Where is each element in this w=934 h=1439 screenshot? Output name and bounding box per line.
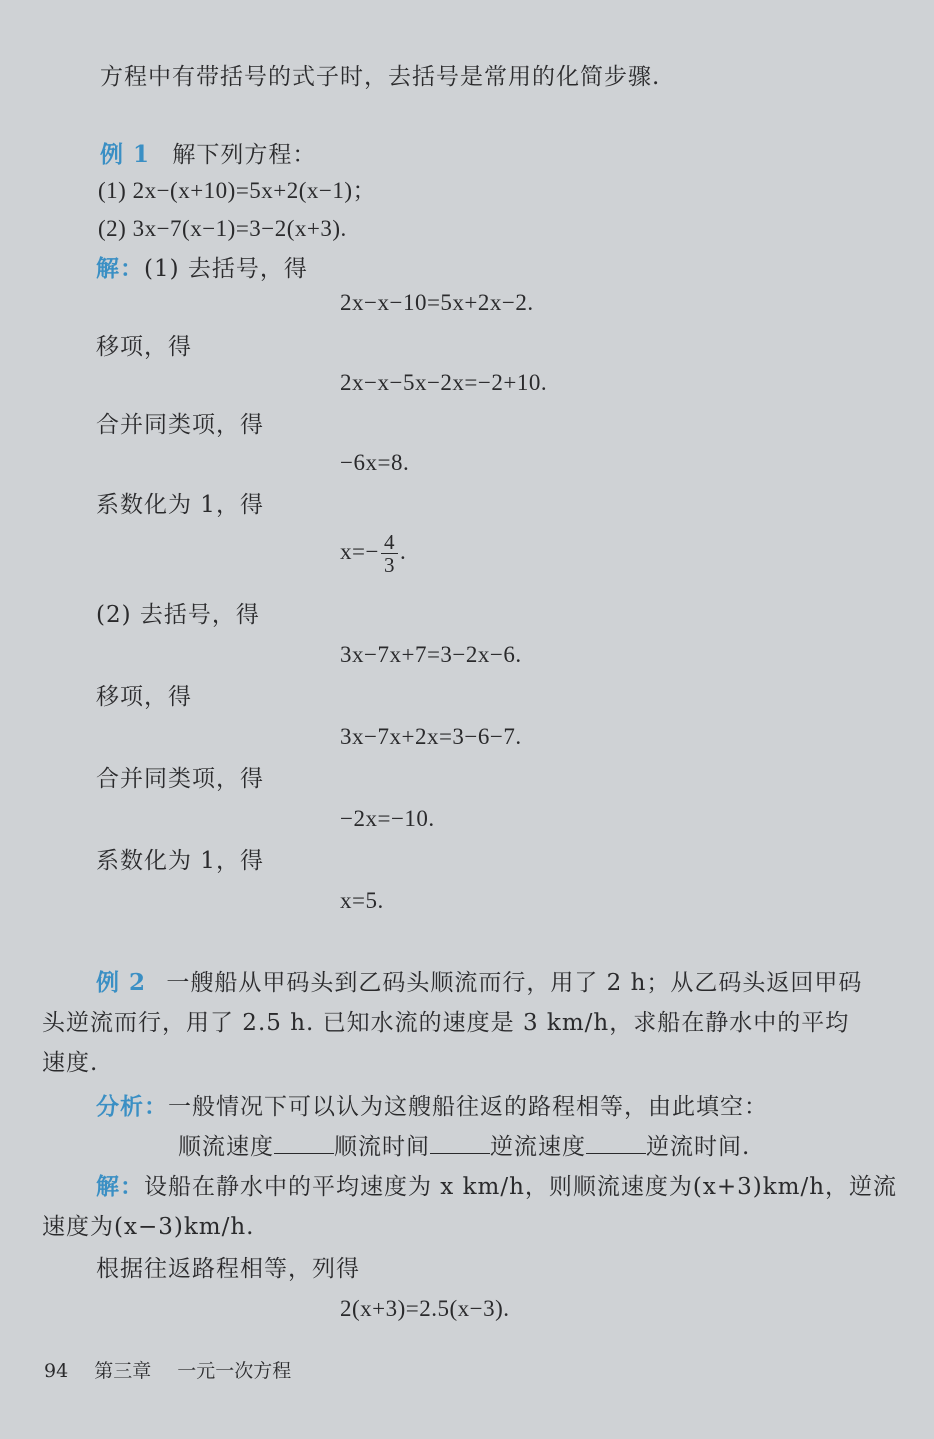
part1-equation-2: 2x−x−5x−2x=−2+10. <box>340 370 548 395</box>
part1-step-3: 合并同类项，得 <box>96 412 264 438</box>
fill-term-a: 顺流速度 <box>178 1134 274 1160</box>
example1-question-2: (2) 3x−7(x−1)=3−2(x+3). <box>98 216 347 241</box>
example2-text-1: 一艘船从甲码头到乙码头顺流而行，用了 2 h；从乙码头返回甲码 <box>166 970 863 996</box>
part2-equation-3: −2x=−10. <box>340 806 435 831</box>
example1-question-1: (1) 2x−(x+10)=5x+2(x−1)； <box>98 178 377 203</box>
example2-solution-line-2: 速度为(x−3)km/h. <box>42 1214 255 1240</box>
solution2-text-1: 设船在静水中的平均速度为 x km/h，则顺流速度为(x+3)km/h，逆流 <box>144 1174 898 1200</box>
analysis-text: 一般情况下可以认为这艘船往返的路程相等，由此填空： <box>168 1094 768 1120</box>
page-footer <box>44 1358 311 1384</box>
part1-equation-4 <box>340 530 406 576</box>
fraction-numerator: 4 <box>381 531 398 554</box>
eq4-suffix: . <box>399 539 407 564</box>
part2-equation-4: x=5. <box>340 888 384 913</box>
chapter-title: 一元一次方程 <box>177 1360 292 1382</box>
part1-head: (1) 去括号，得 <box>144 256 308 282</box>
example2-solution-line-1 <box>96 1172 897 1202</box>
intro-text: 方程中有带括号的式子时，去括号是常用的化简步骤. <box>100 64 661 90</box>
fraction-denominator: 3 <box>383 553 395 578</box>
fill-term-c: 逆流速度 <box>490 1134 586 1160</box>
part2-head: (2) 去括号，得 <box>96 602 260 628</box>
fill-term-b: 顺流时间 <box>334 1134 430 1160</box>
part2-step-3: 合并同类项，得 <box>96 766 264 792</box>
example2-line-1 <box>96 968 862 998</box>
example1-header <box>100 140 316 170</box>
example2-label: 例 2 <box>96 969 147 996</box>
blank-2 <box>430 1133 490 1154</box>
example1-solution-head <box>96 254 308 284</box>
example1-prompt: 解下列方程： <box>172 142 317 168</box>
eq4-prefix: x=− <box>340 539 379 564</box>
example2-line-2: 头逆流而行，用了 2.5 h. 已知水流的速度是 3 km/h，求船在静水中的平均 <box>42 1010 850 1036</box>
chapter-label: 第三章 <box>94 1360 152 1382</box>
part2-equation-1: 3x−7x+7=3−2x−6. <box>340 642 522 667</box>
part1-equation-1: 2x−x−10=5x+2x−2. <box>340 290 534 315</box>
analysis-label: 分析： <box>96 1093 168 1120</box>
part2-step-2: 移项，得 <box>96 684 192 710</box>
solution2-label: 解： <box>96 1173 144 1200</box>
example2-line-3: 速度. <box>42 1050 99 1076</box>
example2-equation: 2(x+3)=2.5(x−3). <box>340 1296 510 1321</box>
page-number: 94 <box>44 1360 69 1382</box>
blank-3 <box>586 1133 646 1154</box>
solution-label: 解： <box>96 255 144 282</box>
example1-label: 例 1 <box>100 141 151 168</box>
part1-step-4: 系数化为 1，得 <box>96 492 264 518</box>
analysis-line <box>96 1092 768 1122</box>
example2-solution-line-3: 根据往返路程相等，列得 <box>96 1256 360 1282</box>
fill-term-d: 逆流时间. <box>646 1134 751 1160</box>
part2-step-4: 系数化为 1，得 <box>96 848 264 874</box>
fraction <box>381 531 398 576</box>
part1-equation-3: −6x=8. <box>340 450 410 475</box>
part1-step-2: 移项，得 <box>96 334 192 360</box>
fill-blanks-line <box>178 1132 750 1162</box>
blank-1 <box>274 1133 334 1154</box>
part2-equation-2: 3x−7x+2x=3−6−7. <box>340 724 522 749</box>
